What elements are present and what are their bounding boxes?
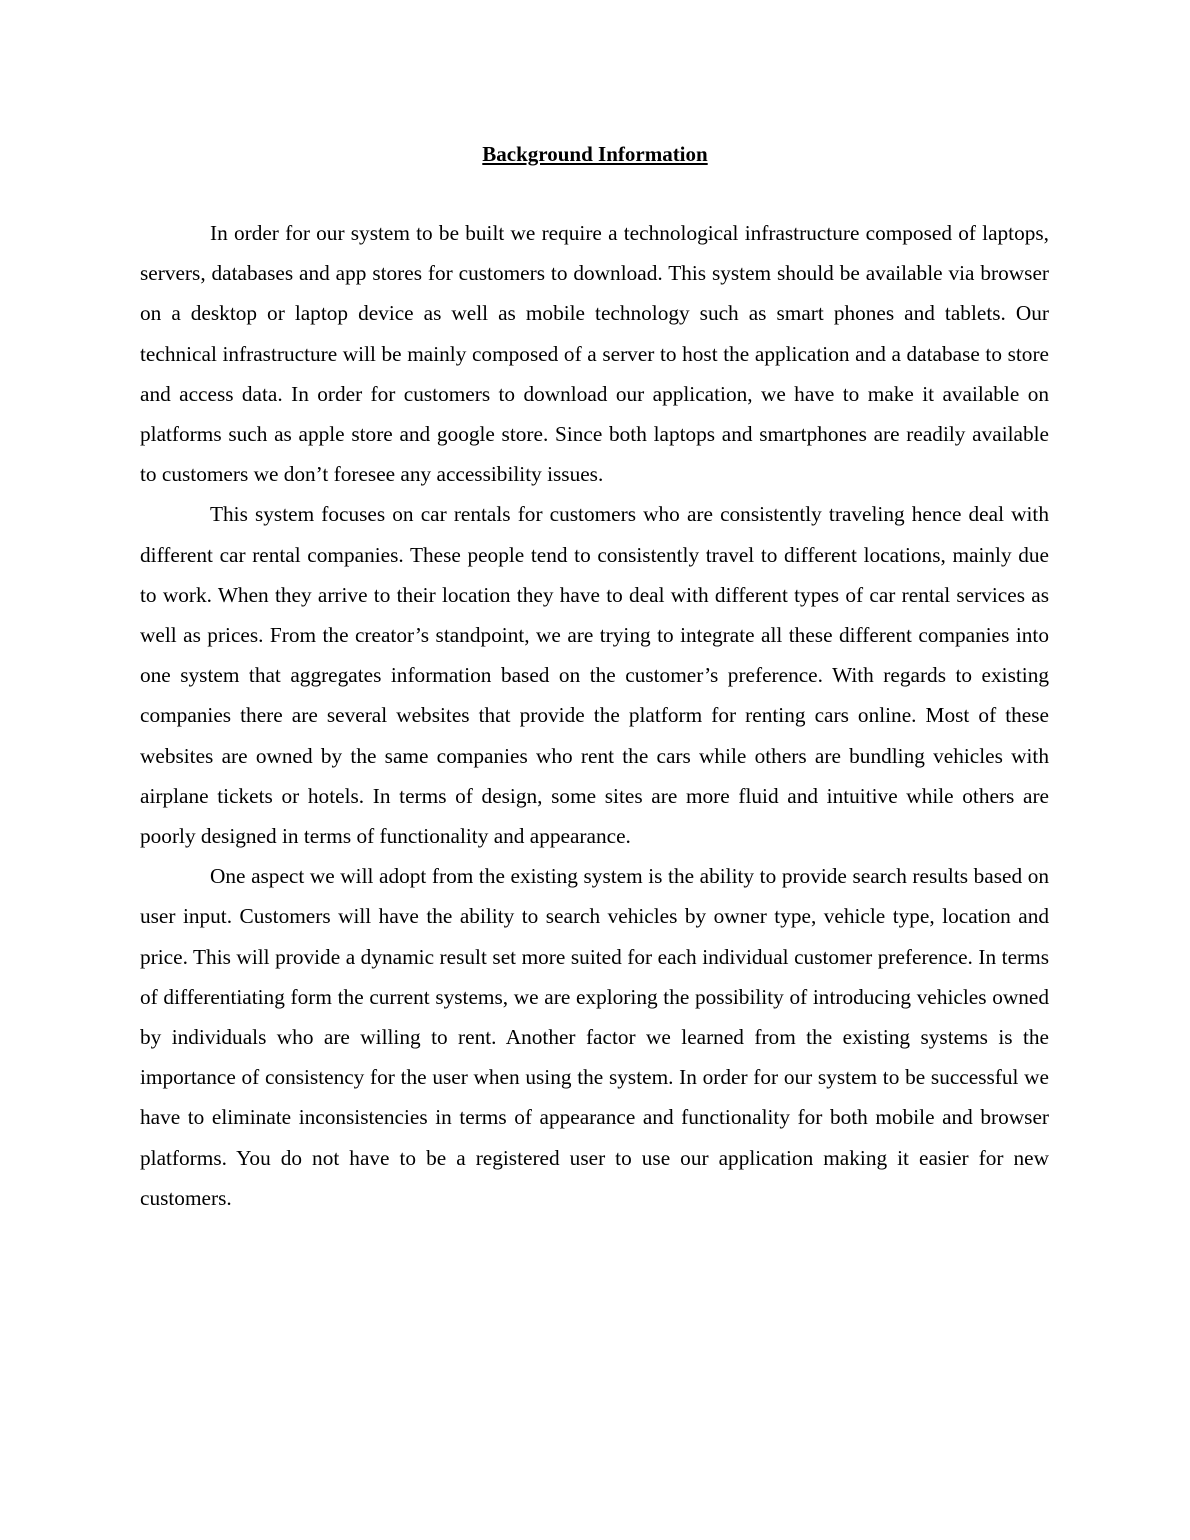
page-title: Background Information [482,142,708,166]
paragraph-car-rentals: This system focuses on car rentals for customers who are consistently traveling hence deal with different car rental companies. These people tend to consistently travel to different locations, mainly due to work. When they arrive to their location they have to deal with different types of car rental services as well as prices. From the creator’s standpoint, we are trying to integrate all these different companies into one system that aggregates information based on the customer’s preference. With regards to existing companies there are several websites that provide the platform for renting cars online. Most of these websites are owned by the same companies who rent the cars while others are bundling vehicles with airplane tickets or hotels. In terms of design, some sites are more fluid and intuitive while others are poorly designed in terms of functionality and appearance. [140,502,1049,849]
paragraph-infrastructure: In order for our system to be built we require a technological infrastructure composed of laptops, servers, databases and app stores for customers to download. This system should be available via browser on a desktop or laptop device as well as mobile technology such as smart phones and tablets. Our technical infrastructure will be mainly composed of a server to host the application and a database to store and access data. In order for customers to download our application, we have to make it available on platforms such as apple store and google store. Since both laptops and smartphones are readily available to customers we don’t foresee any accessibility issues. [140,221,1049,487]
paragraph-existing-system: One aspect we will adopt from the existing system is the ability to provide search results based on user input. Customers will have the ability to search vehicles by owner type, vehicle type, location and price. This will provide a dynamic result set more suited for each individual customer preference. In terms of differentiating form the current systems, we are exploring the possibility of introducing vehicles owned by individuals who are willing to rent. Another factor we learned from the existing systems is the importance of consistency for the user when using the system. In order for our system to be successful we have to eliminate inconsistencies in terms of appearance and functionality for both mobile and browser platforms. You do not have to be a registered user to use our application making it easier for new customers. [140,864,1049,1210]
document-body [140,213,1049,1218]
